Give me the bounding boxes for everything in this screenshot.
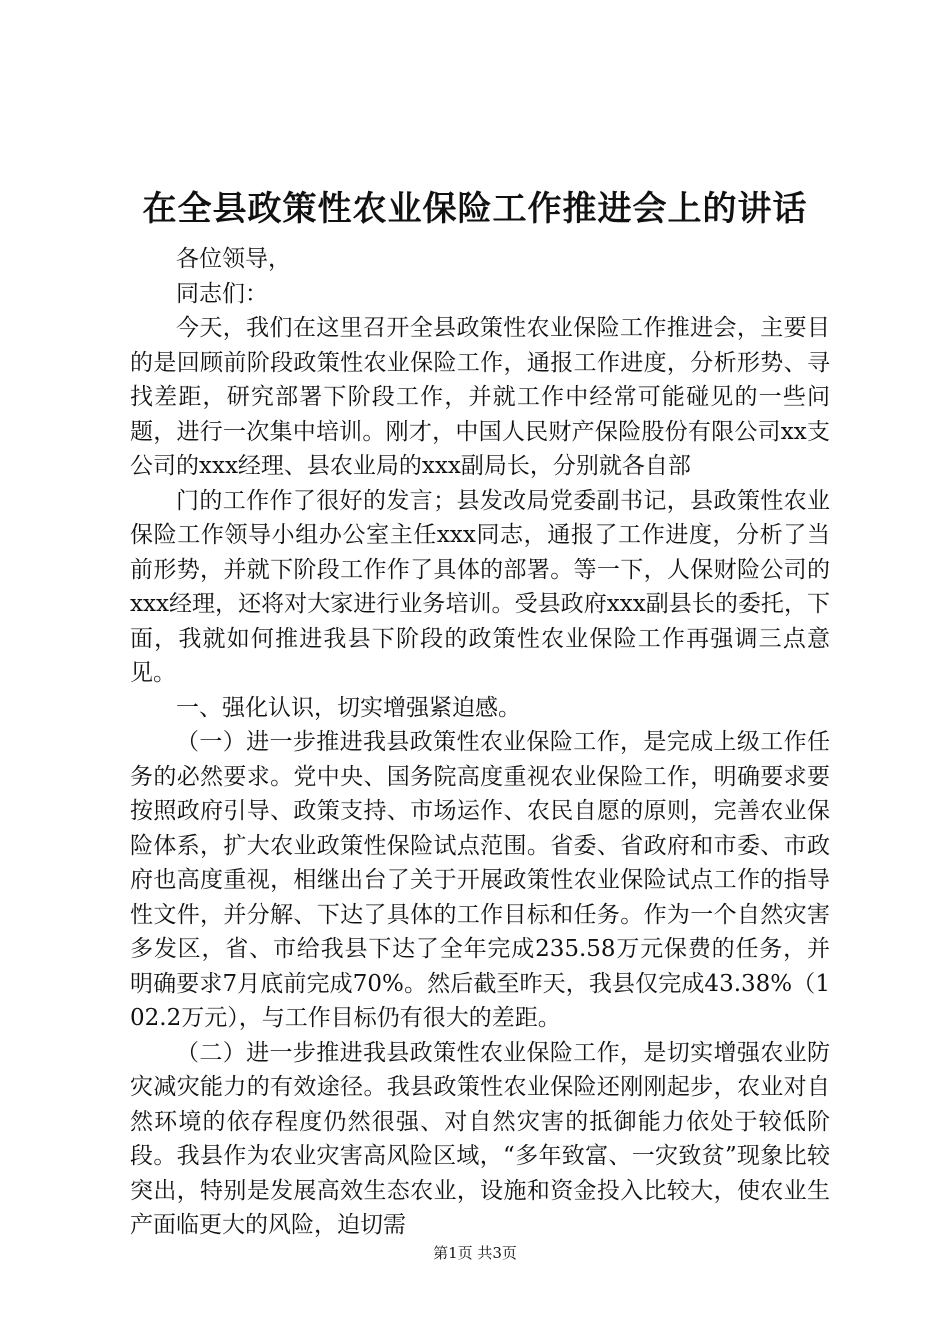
page-footer: 第1页 共3页 [433,1244,517,1262]
section-heading-1: 一、强化认识，切实增强紧迫感。 [176,694,521,721]
paragraph-point-2: （二）进一步推进我县政策性农业保险工作，是切实增强农业防灾减灾能力的有效途径。我县政策性农业保险还刚刚起步，农业对自然环境的依存程度仍然很强、对自然灾害的抵御能力依处于较低阶段。我县作为农业灾害高风险区域，“多年致富、一灾致贫”现象比较突出，特别是发展高效生态农业，设施和资金投入比较大，使农业生产面临更大的风险，迫切需 [130,1039,830,1238]
salutation-comrades: 同志们： [176,280,268,307]
paragraph-continuation: 门的工作作了很好的发言；县发改局党委副书记，县政策性农业保险工作领导小组办公室主任xxx同志，通报了工作进度，分析了当前形势，并就下阶段工作作了具体的部署。等一下，人保财险公司的xxx经理，还将对大家进行业务培训。受县政府xxx副县长的委托，下面，我就如何推进我县下阶段的政策性农业保险工作再强调三点意见。 [130,487,830,686]
salutation-leaders: 各位领导， [176,246,291,272]
paragraph-intro: 今天，我们在这里召开全县政策性农业保险工作推进会，主要目的是回顾前阶段政策性农业保险工作，通报工作进度，分析形势、寻找差距，研究部署下阶段工作，并就工作中经常可能碰见的一些问题，进行一次集中培训。刚才，中国人民财产保险股份有限公司xx支公司的xxx经理、县农业局的xxx副局长，分别就各自部 [130,315,830,479]
document-title: 在全县政策性农业保险工作推进会上的讲话 [142,189,808,229]
document-body [130,242,830,1243]
paragraph-point-1: （一）进一步推进我县政策性农业保险工作，是完成上级工作任务的必然要求。党中央、国务院高度重视农业保险工作，明确要求要按照政府引导、政策支持、市场运作、农民自愿的原则，完善农业保险体系，扩大农业政策性保险试点范围。省委、省政府和市委、市政府也高度重视，相继出台了关于开展政策性农业保险试点工作的指导性文件，并分解、下达了具体的工作目标和任务。作为一个自然灾害多发区，省、市给我县下达了全年完成235.58万元保费的任务，并明确要求7月底前完成70%。然后截至昨天，我县仅完成43.38%（102.2万元），与工作目标仍有很大的差距。 [130,729,830,1031]
